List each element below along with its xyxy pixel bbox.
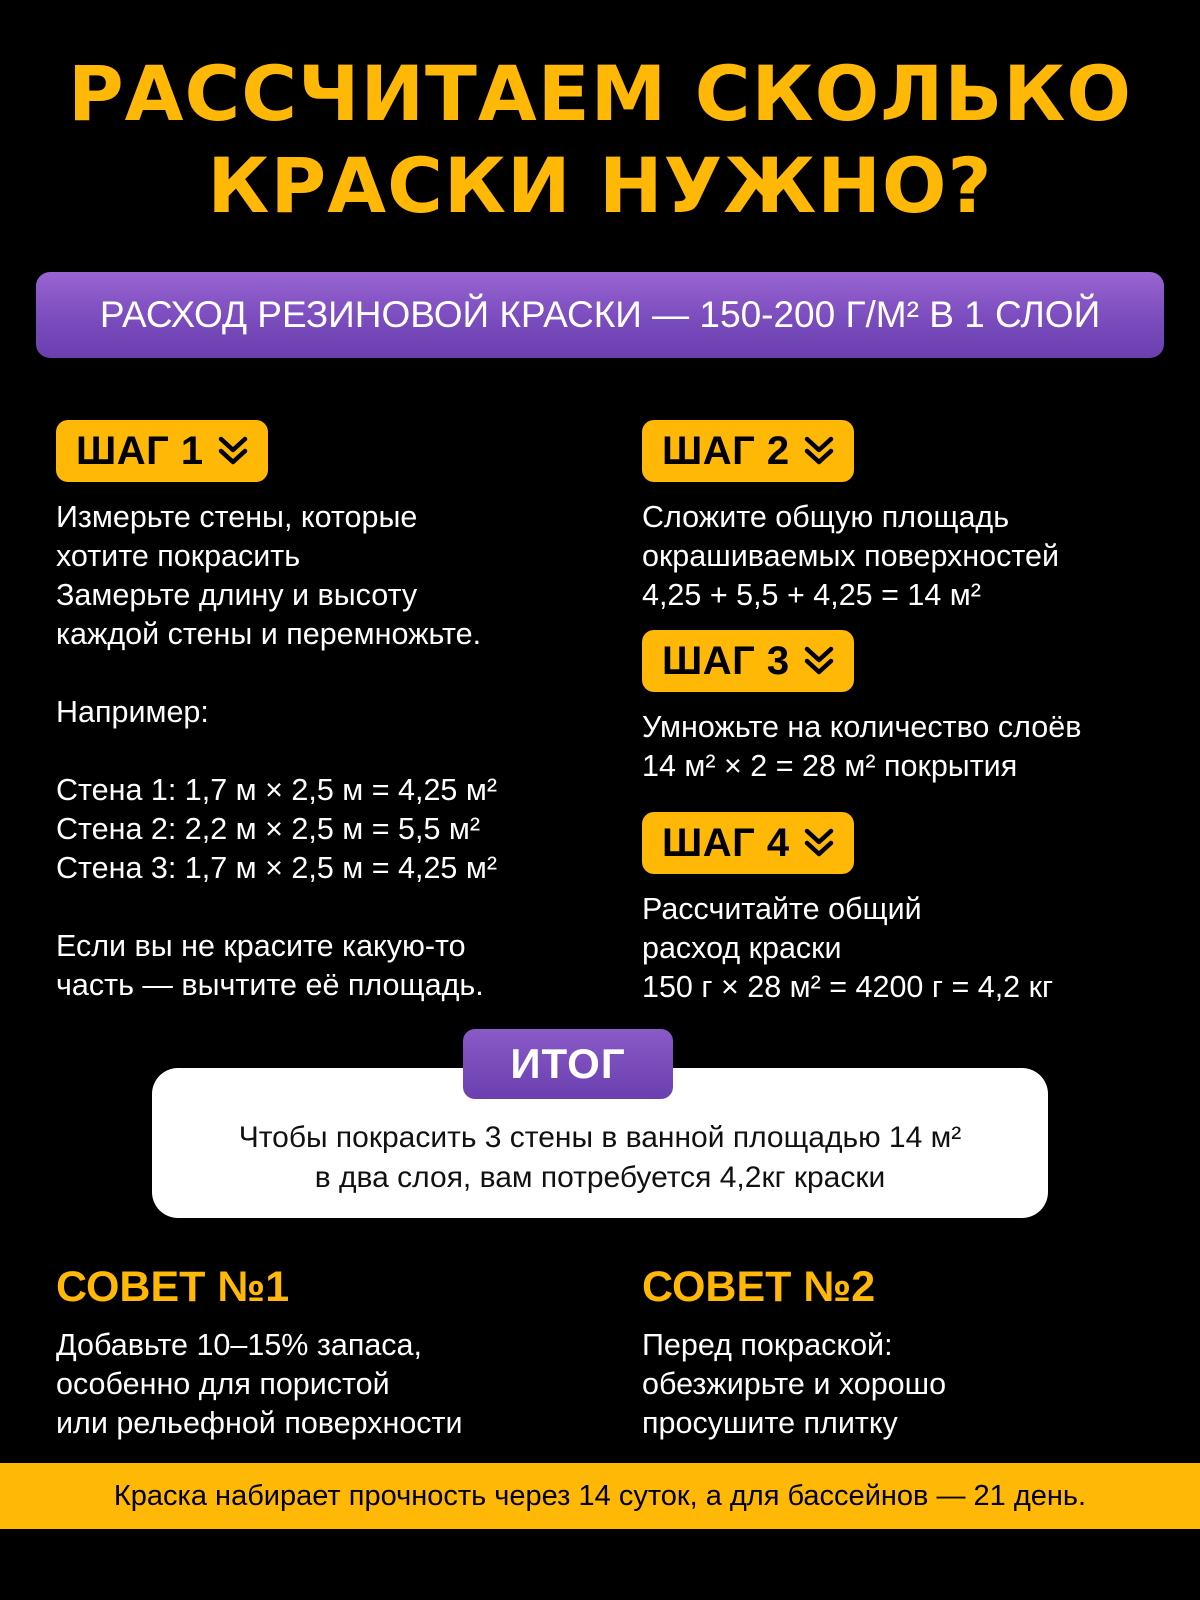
text-line: просушите плитку [642, 1406, 898, 1440]
step-3-text [642, 708, 1162, 786]
text-line: Например: [56, 695, 209, 729]
step-3 [642, 630, 1162, 786]
tip-1-text [56, 1326, 556, 1443]
blank-line [56, 888, 576, 927]
text-line: обезжирьте и хорошо [642, 1367, 947, 1401]
step-1-badge [56, 420, 268, 482]
text-line: 150 г × 28 м² = 4200 г = 4,2 кг [642, 970, 1054, 1004]
text-line: каждой стены и перемножьте. [56, 617, 482, 651]
footer-bar [0, 1463, 1200, 1529]
summary-line-1: Чтобы покрасить 3 стены в ванной площадью 14 м² [238, 1121, 962, 1154]
text-line: часть — вычтите её площадь. [56, 968, 484, 1002]
step-1 [56, 420, 576, 1005]
text-line: Перед покраской: [642, 1328, 893, 1362]
page-title-line-2: КРАСКИ НУЖНО? [207, 141, 993, 230]
step-4-text [642, 890, 1162, 1007]
text-line: или рельефной поверхности [56, 1406, 463, 1440]
double-chevron-down-icon [802, 644, 836, 678]
text-line: Стена 2: 2,2 м × 2,5 м = 5,5 м² [56, 812, 481, 846]
footer-text: Краска набирает прочность через 14 суток, а для бассейнов — 21 день. [113, 1479, 1087, 1512]
tip-2 [642, 1262, 1142, 1443]
text-line: 14 м² × 2 = 28 м² покрытия [642, 749, 1018, 783]
page-title [0, 48, 1200, 232]
step-1-label: ШАГ 1 [76, 428, 204, 473]
step-2-badge [642, 420, 854, 482]
text-line: Рассчитайте общий [642, 892, 922, 926]
step-4-label: ШАГ 4 [662, 820, 790, 865]
text-line: 4,25 + 5,5 + 4,25 = 14 м² [642, 578, 981, 612]
text-line: Добавьте 10–15% запаса, [56, 1328, 422, 1362]
step-2 [642, 420, 1162, 615]
text-line: хотите покрасить [56, 539, 301, 573]
summary-line-2: в два слоя, вам потребуется 4,2кг краски [314, 1161, 886, 1194]
blank-line [56, 732, 576, 771]
step-3-badge [642, 630, 854, 692]
tip-2-title: СОВЕТ №2 [642, 1263, 876, 1311]
step-4 [642, 812, 1162, 1007]
summary-label: ИТОГ [463, 1029, 673, 1099]
text-line: расход краски [642, 931, 842, 965]
blank-line [56, 654, 576, 693]
text-line: Умножьте на количество слоёв [642, 710, 1082, 744]
text-line: Замерьте длину и высоту [56, 578, 418, 612]
tip-1 [56, 1262, 556, 1443]
tip-2-text [642, 1326, 1142, 1443]
double-chevron-down-icon [802, 434, 836, 468]
consumption-banner [36, 272, 1164, 358]
text-line: Стена 1: 1,7 м × 2,5 м = 4,25 м² [56, 773, 497, 807]
page-title-line-1: РАССЧИТАЕМ СКОЛЬКО [67, 49, 1133, 138]
step-1-text [56, 498, 576, 1005]
step-2-text [642, 498, 1162, 615]
text-line: Измерьте стены, которые [56, 500, 418, 534]
text-line: Сложите общую площадь [642, 500, 1010, 534]
step-2-label: ШАГ 2 [662, 428, 790, 473]
text-line: особенно для пористой [56, 1367, 390, 1401]
text-line: окрашиваемых поверхностей [642, 539, 1059, 573]
double-chevron-down-icon [802, 826, 836, 860]
step-3-label: ШАГ 3 [662, 638, 790, 683]
consumption-banner-text: РАСХОД РЕЗИНОВОЙ КРАСКИ — 150-200 Г/М² В 1 СЛОЙ [99, 294, 1101, 335]
text-line: Если вы не красите какую-то [56, 929, 466, 963]
tip-1-title: СОВЕТ №1 [56, 1263, 290, 1311]
text-line: Стена 3: 1,7 м × 2,5 м = 4,25 м² [56, 851, 497, 885]
double-chevron-down-icon [216, 434, 250, 468]
step-4-badge [642, 812, 854, 874]
